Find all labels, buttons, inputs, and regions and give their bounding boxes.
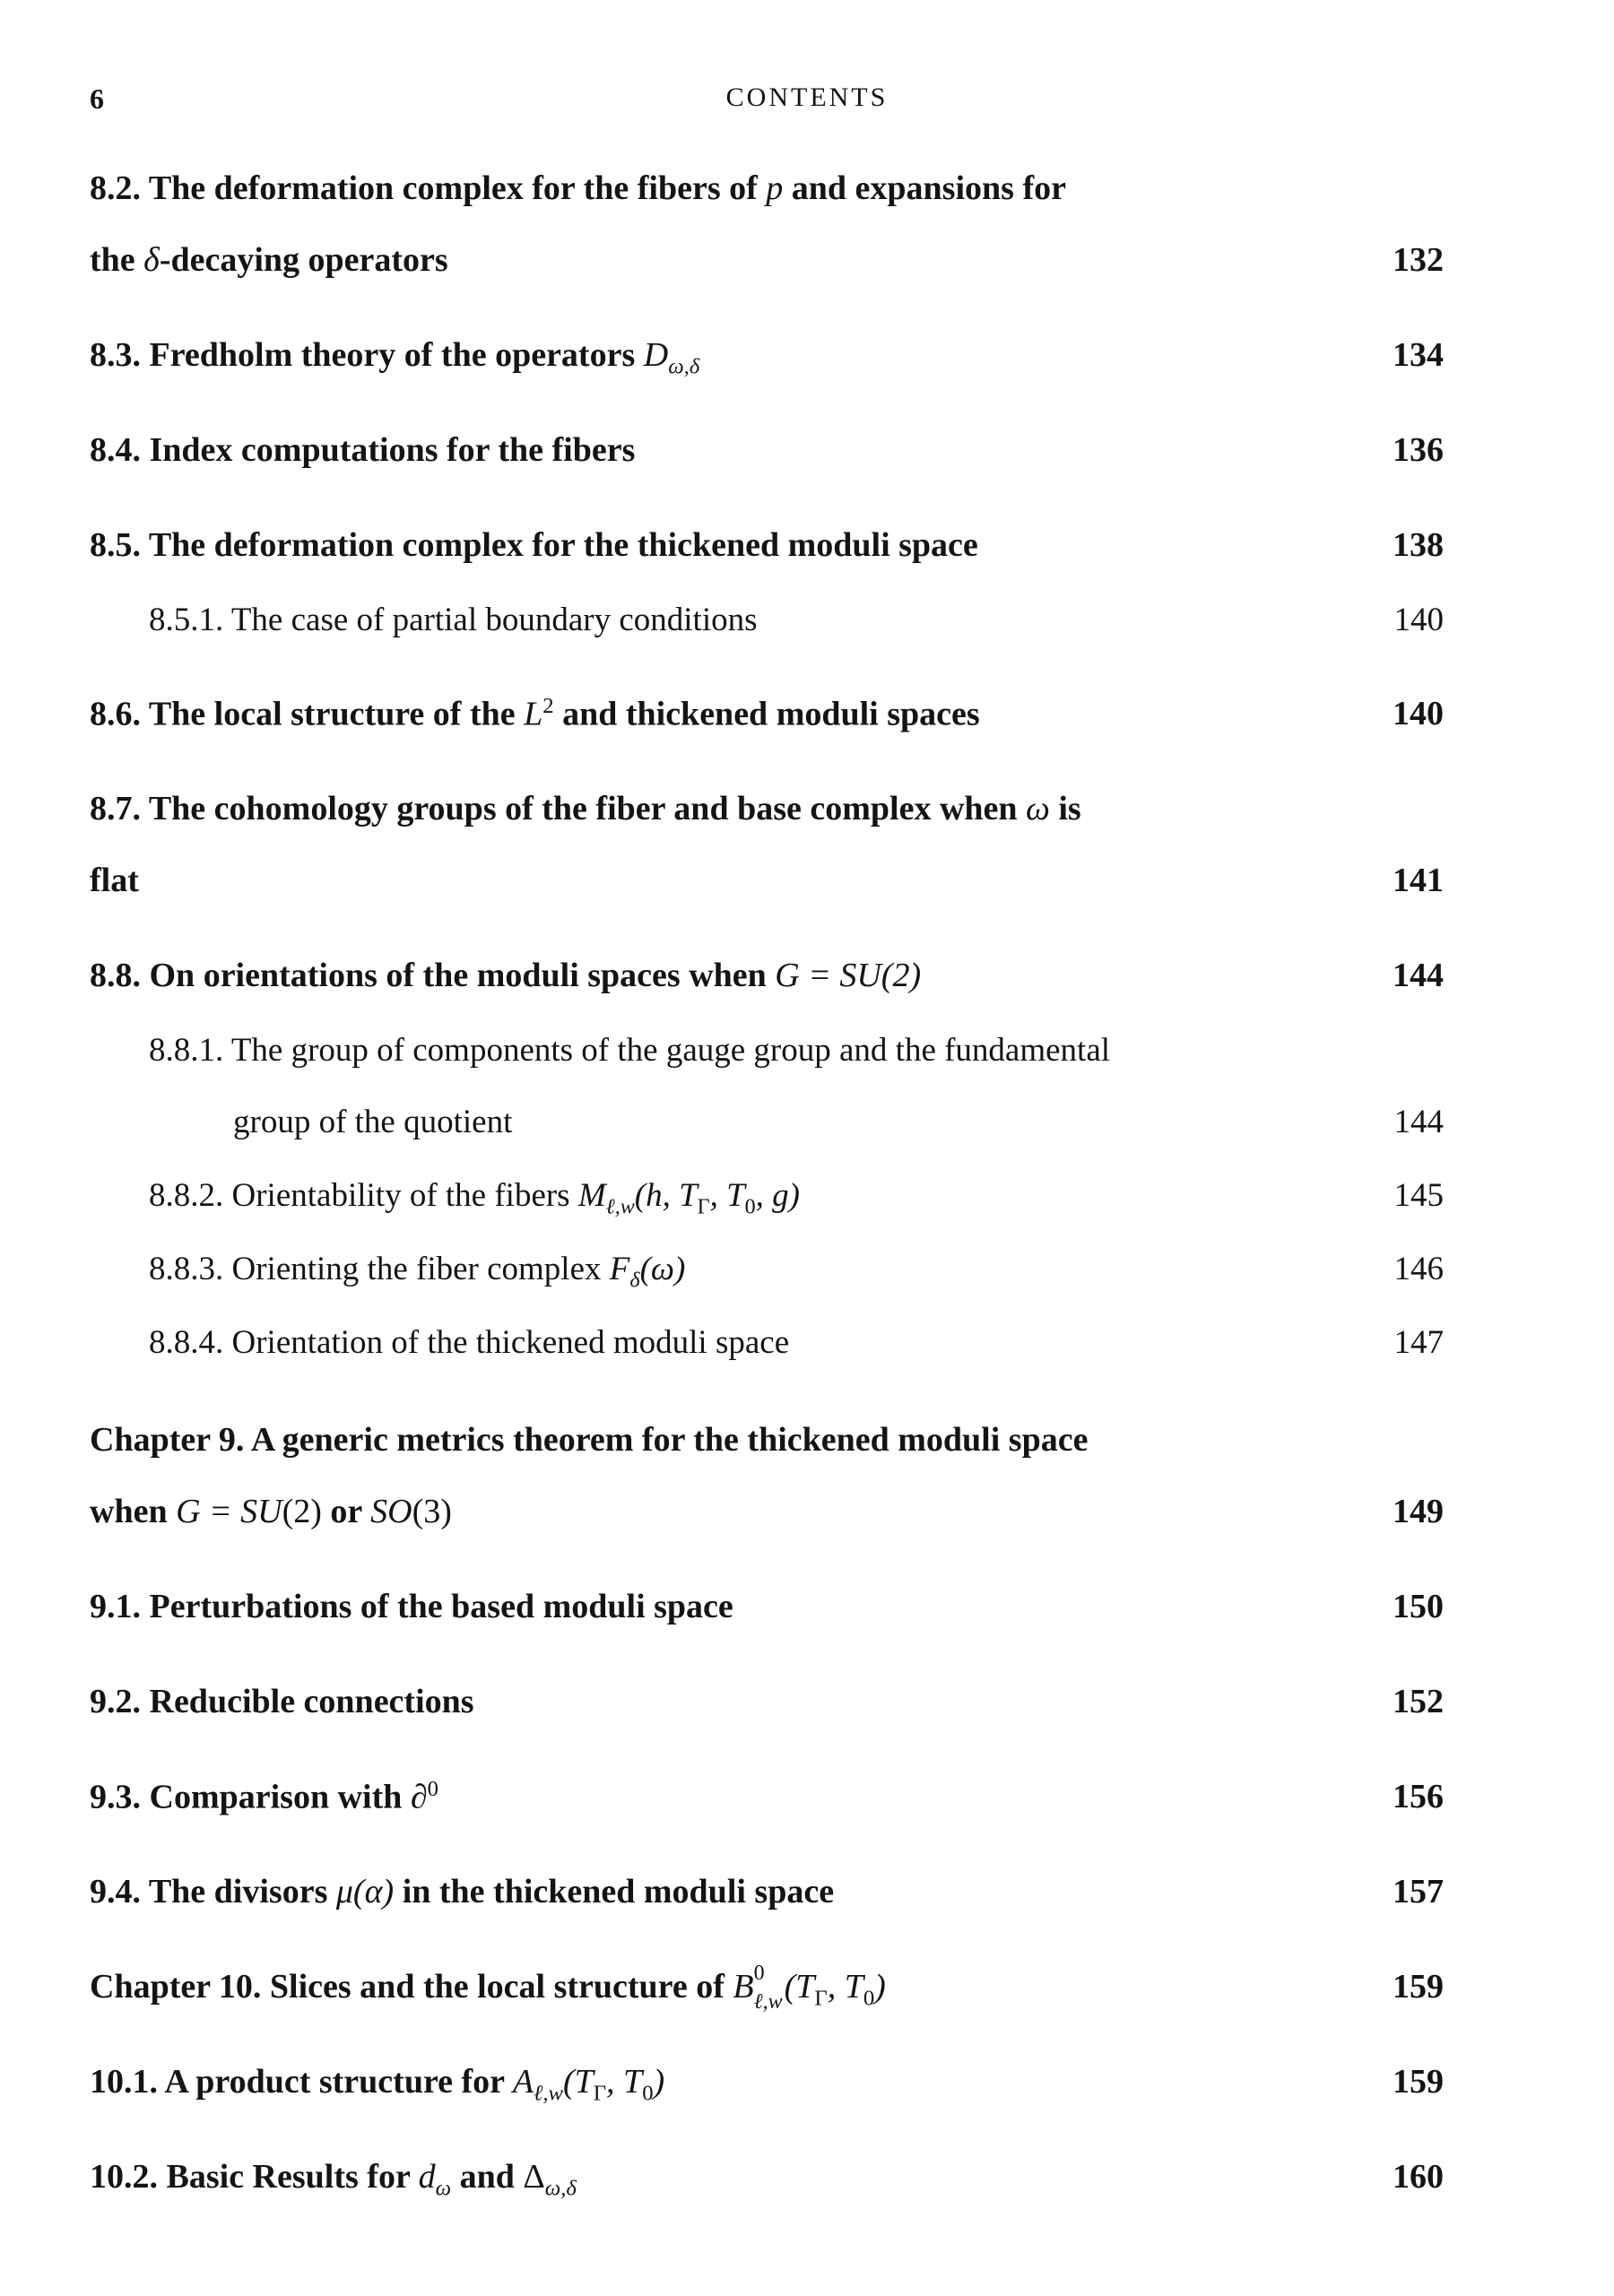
page-ref: 160 — [1393, 2158, 1444, 2196]
entry-text: 8.8. On orientations of the moduli spaces when — [90, 957, 767, 994]
entry-text: or — [330, 1493, 362, 1530]
math-symbol: G = SU(2) — [775, 957, 922, 994]
entry-text: 10.2. Basic Results for — [90, 2158, 411, 2196]
math-symbol: A — [512, 2063, 534, 2101]
page-ref: 152 — [1393, 1683, 1444, 1720]
toc-entry-9-1[interactable] — [90, 1587, 1444, 1641]
math-symbol: , T — [827, 1968, 863, 2006]
math-subscript: ℓ,w — [753, 1990, 783, 2014]
page-ref: 144 — [1393, 1104, 1444, 1140]
entry-text: Chapter 10. Slices and the local structure of — [90, 1968, 725, 2006]
toc-entry-8-8[interactable] — [90, 956, 1444, 1009]
page-ref: 136 — [1393, 431, 1444, 469]
math-subscript: ω — [435, 2176, 452, 2201]
math-subscript: Γ — [697, 1195, 710, 1219]
math-superscript: 0 — [427, 1777, 438, 1801]
toc-entry-chapter-10[interactable] — [90, 1962, 1444, 2021]
math-symbol: (3) — [412, 1493, 452, 1530]
toc-entry-9-2[interactable] — [90, 1682, 1444, 1736]
math-symbol: , T — [709, 1177, 745, 1214]
math-symbol: M — [577, 1177, 606, 1214]
page-ref: 144 — [1393, 957, 1444, 994]
toc-entry-8-5-1[interactable] — [90, 601, 1444, 654]
math-subscript: 0 — [863, 1986, 875, 2011]
entry-text: 8.8.4. Orientation of the thickened moduli space — [149, 1324, 790, 1361]
toc-entry-8-8-4[interactable] — [90, 1323, 1444, 1377]
page-header — [0, 82, 1614, 118]
entry-text: 9.1. Perturbations of the based moduli space — [90, 1588, 733, 1625]
math-symbol: (h, T — [634, 1177, 698, 1214]
math-symbol: ) — [874, 1968, 886, 2006]
page-ref: 140 — [1393, 602, 1444, 638]
page-ref: 156 — [1393, 1778, 1444, 1815]
math-symbol: SO — [370, 1493, 412, 1530]
page-ref: 150 — [1393, 1588, 1444, 1625]
toc-entry-8-2-line2[interactable] — [90, 240, 1444, 294]
math-subscript: ℓ,w — [605, 1195, 635, 1219]
page-ref: 159 — [1393, 1968, 1444, 2006]
entry-text: 8.5.1. The case of partial boundary conditions — [149, 602, 758, 638]
page-ref: 138 — [1393, 526, 1444, 564]
math-subscript: δ — [629, 1269, 640, 1293]
entry-text: and thickened moduli spaces — [562, 695, 980, 733]
page-ref: 146 — [1393, 1251, 1444, 1287]
entry-text: Chapter 9. A generic metrics theorem for the thickened moduli space — [90, 1421, 1089, 1459]
page-ref: 134 — [1393, 336, 1444, 374]
toc-entry-8-6[interactable] — [90, 694, 1444, 748]
entry-text: 9.4. The divisors — [90, 1873, 328, 1910]
entry-text: flat — [90, 862, 139, 899]
page-ref: 132 — [1393, 241, 1444, 279]
math-symbol: d — [418, 2158, 436, 2196]
entry-text: 10.1. A product structure for — [90, 2063, 505, 2101]
entry-text: 8.6. The local structure of the — [90, 695, 516, 733]
toc-entry-8-4[interactable] — [90, 430, 1444, 484]
page-number: 6 — [90, 82, 104, 115]
toc-entry-9-3[interactable] — [90, 1777, 1444, 1831]
page-ref: 159 — [1393, 2063, 1444, 2101]
entry-text: 8.8.3. Orienting the fiber complex — [149, 1251, 602, 1287]
toc-entry-8-8-2[interactable] — [90, 1176, 1444, 1230]
entry-text: group of the quotient — [233, 1104, 513, 1140]
math-symbol: D — [643, 336, 669, 374]
math-symbol: (ω) — [639, 1251, 686, 1287]
running-head: CONTENTS — [725, 82, 889, 112]
entry-text: 8.2. The deformation complex for the fibers of — [90, 169, 758, 207]
entry-text: 8.8.1. The group of components of the gauge group and the fundamental — [149, 1032, 1111, 1069]
page-ref: 157 — [1393, 1873, 1444, 1910]
math-symbol: L — [524, 695, 543, 733]
toc-entry-8-8-1-line1[interactable] — [90, 1031, 1444, 1085]
math-symbol: (T — [562, 2063, 594, 2101]
entry-text: 8.8.2. Orientability of the fibers — [149, 1177, 570, 1214]
toc-entry-8-2-line1[interactable] — [90, 169, 1444, 222]
math-subscript: 0 — [744, 1195, 756, 1219]
entry-text: 9.2. Reducible connections — [90, 1683, 474, 1720]
math-symbol: ∂ — [410, 1778, 428, 1816]
entry-text: and — [459, 2158, 515, 2196]
toc-entry-9-4[interactable] — [90, 1872, 1444, 1926]
toc-entry-8-7-line2[interactable] — [90, 861, 1444, 914]
math-symbol: (2) — [282, 1493, 322, 1530]
math-subscript: ℓ,w — [534, 2081, 563, 2106]
math-symbol: , g) — [755, 1177, 800, 1214]
toc-entry-10-2[interactable] — [90, 2157, 1444, 2211]
toc-entry-8-8-3[interactable] — [90, 1250, 1444, 1304]
math-subscript: Γ — [814, 1986, 828, 2011]
math-subscript: ω,δ — [668, 354, 700, 379]
math-symbol: δ — [143, 241, 160, 279]
math-symbol: ω — [1026, 790, 1050, 827]
entry-text: is — [1058, 790, 1081, 827]
entry-text: and expansions for — [791, 169, 1066, 207]
math-symbol: μ(α) — [335, 1873, 395, 1910]
math-subscript: Γ — [593, 2081, 607, 2106]
entry-text: when — [90, 1493, 168, 1530]
math-superscript: 2 — [542, 694, 554, 718]
page-ref: 140 — [1393, 695, 1444, 732]
toc-entry-chapter-9-line2[interactable] — [90, 1492, 1444, 1546]
math-subscript: ω,δ — [544, 2176, 577, 2201]
math-symbol: F — [609, 1251, 630, 1287]
toc-entry-8-5[interactable] — [90, 525, 1444, 579]
entry-text: 8.3. Fredholm theory of the operators — [90, 336, 636, 374]
page-ref: 149 — [1393, 1493, 1444, 1530]
entry-text: 8.4. Index computations for the fibers — [90, 431, 636, 469]
entry-text: 8.7. The cohomology groups of the fiber and base complex when — [90, 790, 1018, 827]
entry-text: -decaying operators — [159, 241, 448, 279]
page-ref: 147 — [1393, 1324, 1444, 1361]
math-symbol: ) — [653, 2063, 665, 2101]
page-ref: 145 — [1393, 1177, 1444, 1214]
entry-text: the — [90, 241, 135, 279]
math-symbol: (T — [784, 1968, 815, 2006]
toc-entry-10-1[interactable] — [90, 2062, 1444, 2116]
math-superscript: 0 — [753, 1962, 765, 1985]
toc-entry-8-3[interactable] — [90, 335, 1444, 389]
entry-text: in the thickened moduli space — [402, 1873, 835, 1910]
math-symbol: G = SU — [176, 1493, 282, 1530]
math-symbol: B — [733, 1968, 754, 2006]
entry-text: 9.3. Comparison with — [90, 1778, 403, 1816]
page-ref: 141 — [1393, 862, 1444, 899]
toc-entry-chapter-9-line1[interactable] — [90, 1420, 1444, 1474]
math-symbol: , T — [606, 2063, 643, 2101]
math-symbol: Δ — [523, 2158, 545, 2196]
entry-text: 8.5. The deformation complex for the thickened moduli space — [90, 526, 978, 564]
math-subscript: 0 — [642, 2081, 654, 2106]
math-symbol: p — [766, 169, 784, 207]
toc-entry-8-8-1-line2[interactable] — [90, 1103, 1444, 1157]
toc-entry-8-7-line1[interactable] — [90, 789, 1444, 843]
